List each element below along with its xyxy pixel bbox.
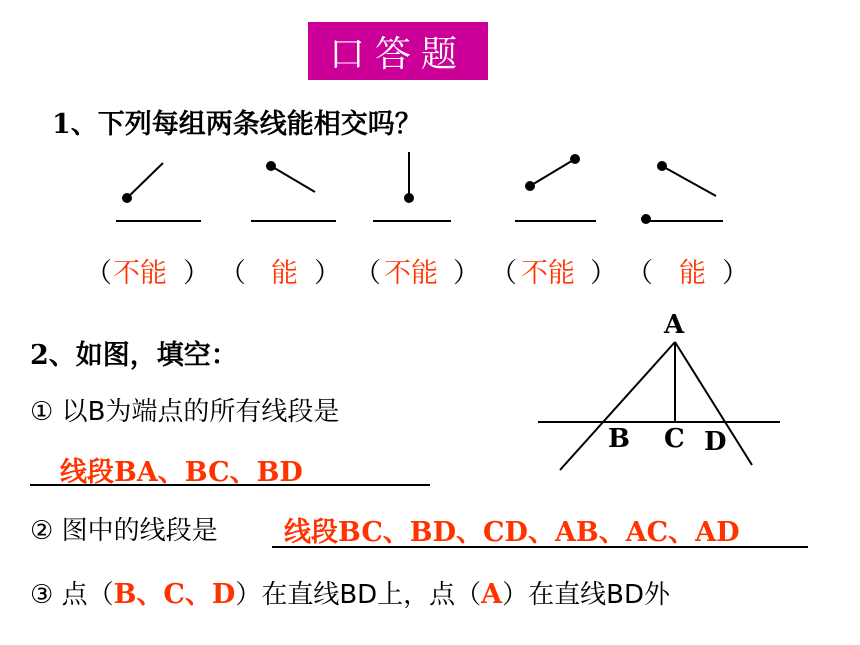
line-pair-2 [251,162,336,221]
part-1-answer: 线段BA、BC、BD [60,457,303,488]
part-3-suffix: ）在直线BD外 [502,580,670,610]
part-2-answer: 线段BC、BD、CD、AB、AC、AD [284,517,740,548]
paren-close-1: ） [183,258,210,289]
line-pair-3 [373,152,451,221]
part-3-answer-off: A [481,579,503,610]
part-1-prompt: ① 以B为端点的所有线段是 [30,397,340,427]
answer-2: 能 [271,258,298,289]
triangle-figure [538,342,780,470]
part-3-prefix: ③ 点（ [30,580,114,610]
line-pair-1 [116,163,201,221]
paren-open-1: （ [85,258,112,289]
part-2-prompt: ② 图中的线段是 [30,516,218,546]
point-label-b: B [608,424,630,454]
paren-close-3: ） [453,258,480,289]
paren-close-5: ） [722,258,749,289]
paren-open-4: （ [490,258,517,289]
page-title: 口答题 [308,22,488,80]
paren-close-2: ） [314,258,341,289]
line-pair-5 [642,162,723,223]
part-3-middle: ）在直线BD上，点（ [235,580,482,610]
line-pair-4 [515,155,596,221]
point-label-a: A [664,310,685,340]
point-label-d: D [704,427,727,457]
answer-4: 不能 [521,258,575,289]
paren-open-5: （ [626,258,653,289]
paren-open-2: （ [219,258,246,289]
paren-close-4: ） [590,258,617,289]
answer-1: 不能 [113,258,167,289]
question-2-text: 2、如图，填空： [30,340,238,371]
answer-5: 能 [679,258,706,289]
question-1-text: 1、下列每组两条线能相交吗？ [52,109,422,140]
answer-3: 不能 [384,258,438,289]
part-3-answer-on: B、C、D [113,579,236,610]
point-label-c: C [664,424,685,454]
part-3-line [30,572,670,611]
paren-open-3: （ [354,258,381,289]
